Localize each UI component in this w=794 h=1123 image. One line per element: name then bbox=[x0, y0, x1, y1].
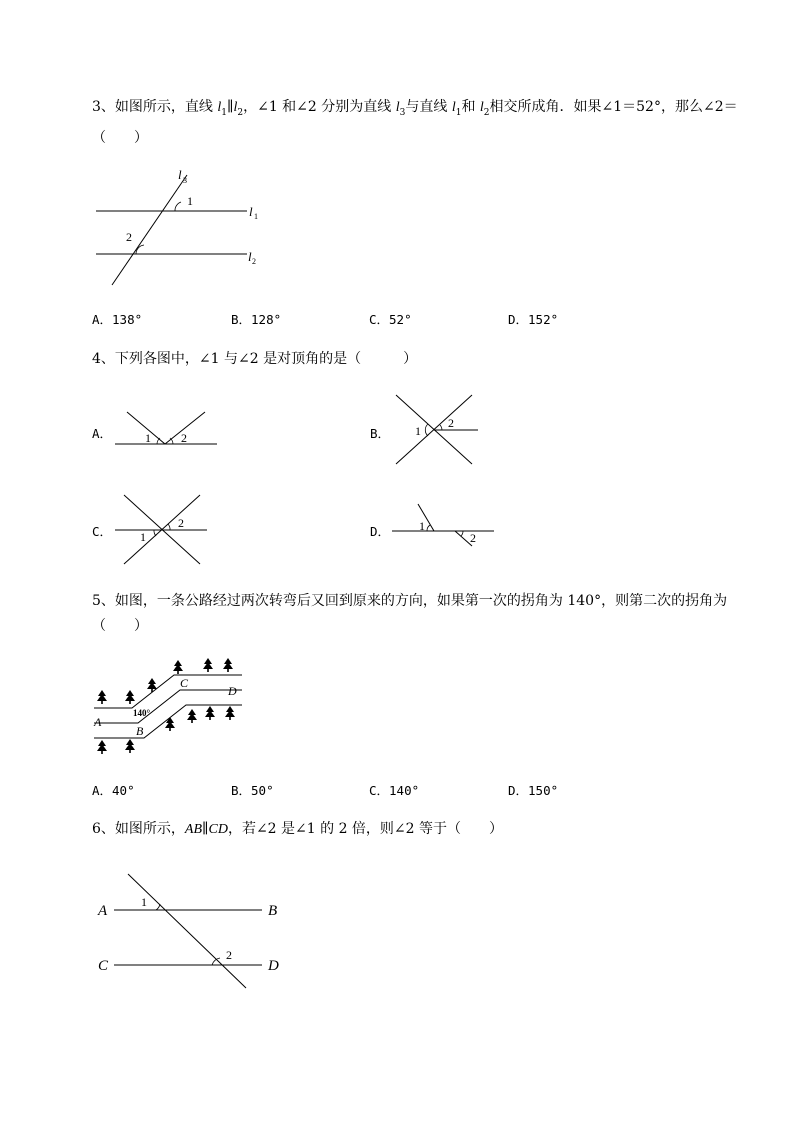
label-l1-sub: 1 bbox=[254, 212, 258, 221]
option-c[interactable]: C．140° bbox=[369, 783, 420, 798]
option-b[interactable]: B．50° bbox=[231, 783, 274, 798]
option-d[interactable]: D．150° bbox=[508, 783, 559, 798]
point-d: D bbox=[268, 958, 279, 974]
figure-d-label[interactable]: D． bbox=[370, 524, 391, 539]
point-d: D bbox=[228, 684, 237, 698]
question-4-stem: 4、下列各图中，∠1 与∠2 是对顶角的是（ ） bbox=[92, 351, 418, 367]
point-a: A bbox=[98, 903, 108, 919]
point-b: B bbox=[268, 903, 278, 919]
point-b: B bbox=[136, 724, 144, 738]
option-d[interactable]: D．152° bbox=[508, 312, 559, 327]
label-angle-2: 2 bbox=[126, 230, 132, 244]
angle-140: 140° bbox=[133, 708, 151, 718]
option-b[interactable]: B．128° bbox=[231, 312, 282, 327]
point-a: A bbox=[94, 715, 102, 729]
fig-c-angle-1: 1 bbox=[140, 530, 146, 544]
question-5-figure bbox=[92, 655, 257, 760]
label-l2: l bbox=[248, 249, 252, 264]
figure-c-label[interactable]: C． bbox=[92, 524, 113, 539]
label-l2-sub: 2 bbox=[252, 257, 256, 266]
fig-b-angle-1: 1 bbox=[415, 424, 421, 438]
label-l3-sub: 3 bbox=[183, 176, 187, 185]
question-4-figure-a[interactable] bbox=[112, 408, 222, 448]
option-a[interactable]: A．138° bbox=[92, 312, 143, 327]
question-3-figure bbox=[92, 165, 272, 290]
question-6-stem: 6、如图所示，AB∥CD，若∠2 是∠1 的 2 倍，则∠2 等于（ ） bbox=[92, 821, 504, 837]
fig-a-angle-1: 1 bbox=[145, 431, 151, 445]
question-4-figure-c[interactable] bbox=[112, 492, 212, 567]
label-l1: l bbox=[249, 204, 253, 219]
question-4-figure-d[interactable] bbox=[392, 500, 502, 550]
option-c[interactable]: C．52° bbox=[369, 312, 412, 327]
label-angle-1: 1 bbox=[141, 895, 147, 909]
fig-b-angle-2: 2 bbox=[448, 416, 454, 430]
figure-b-label[interactable]: B． bbox=[370, 426, 391, 441]
fig-d-angle-2: 2 bbox=[470, 531, 476, 545]
label-angle-2: 2 bbox=[226, 948, 232, 962]
question-5-stem: 5、如图，一条公路经过两次转弯后又回到原来的方向，如果第一次的拐角为 140°，则第二次的拐角为（ ） bbox=[92, 593, 728, 634]
question-4-figure-b[interactable] bbox=[392, 392, 482, 467]
fig-d-angle-1: 1 bbox=[419, 519, 425, 533]
point-c: C bbox=[98, 958, 109, 974]
point-c: C bbox=[180, 676, 189, 690]
label-angle-1: 1 bbox=[187, 194, 193, 208]
question-6-figure bbox=[92, 870, 292, 990]
question-3-stem: 3、如图所示，直线 $l_1\parallel l_2$，∠1 和∠2 分别为直线 $l_3$与直线 $l_1$和 $l_2$相交所成角．如果∠1＝52°，那么∠2＝（ ） bbox=[92, 99, 738, 146]
label-l3: l bbox=[178, 167, 182, 182]
figure-a-label[interactable]: A． bbox=[92, 426, 113, 441]
fig-c-angle-2: 2 bbox=[178, 516, 184, 530]
option-a[interactable]: A．40° bbox=[92, 783, 135, 798]
fig-a-angle-2: 2 bbox=[181, 431, 187, 445]
